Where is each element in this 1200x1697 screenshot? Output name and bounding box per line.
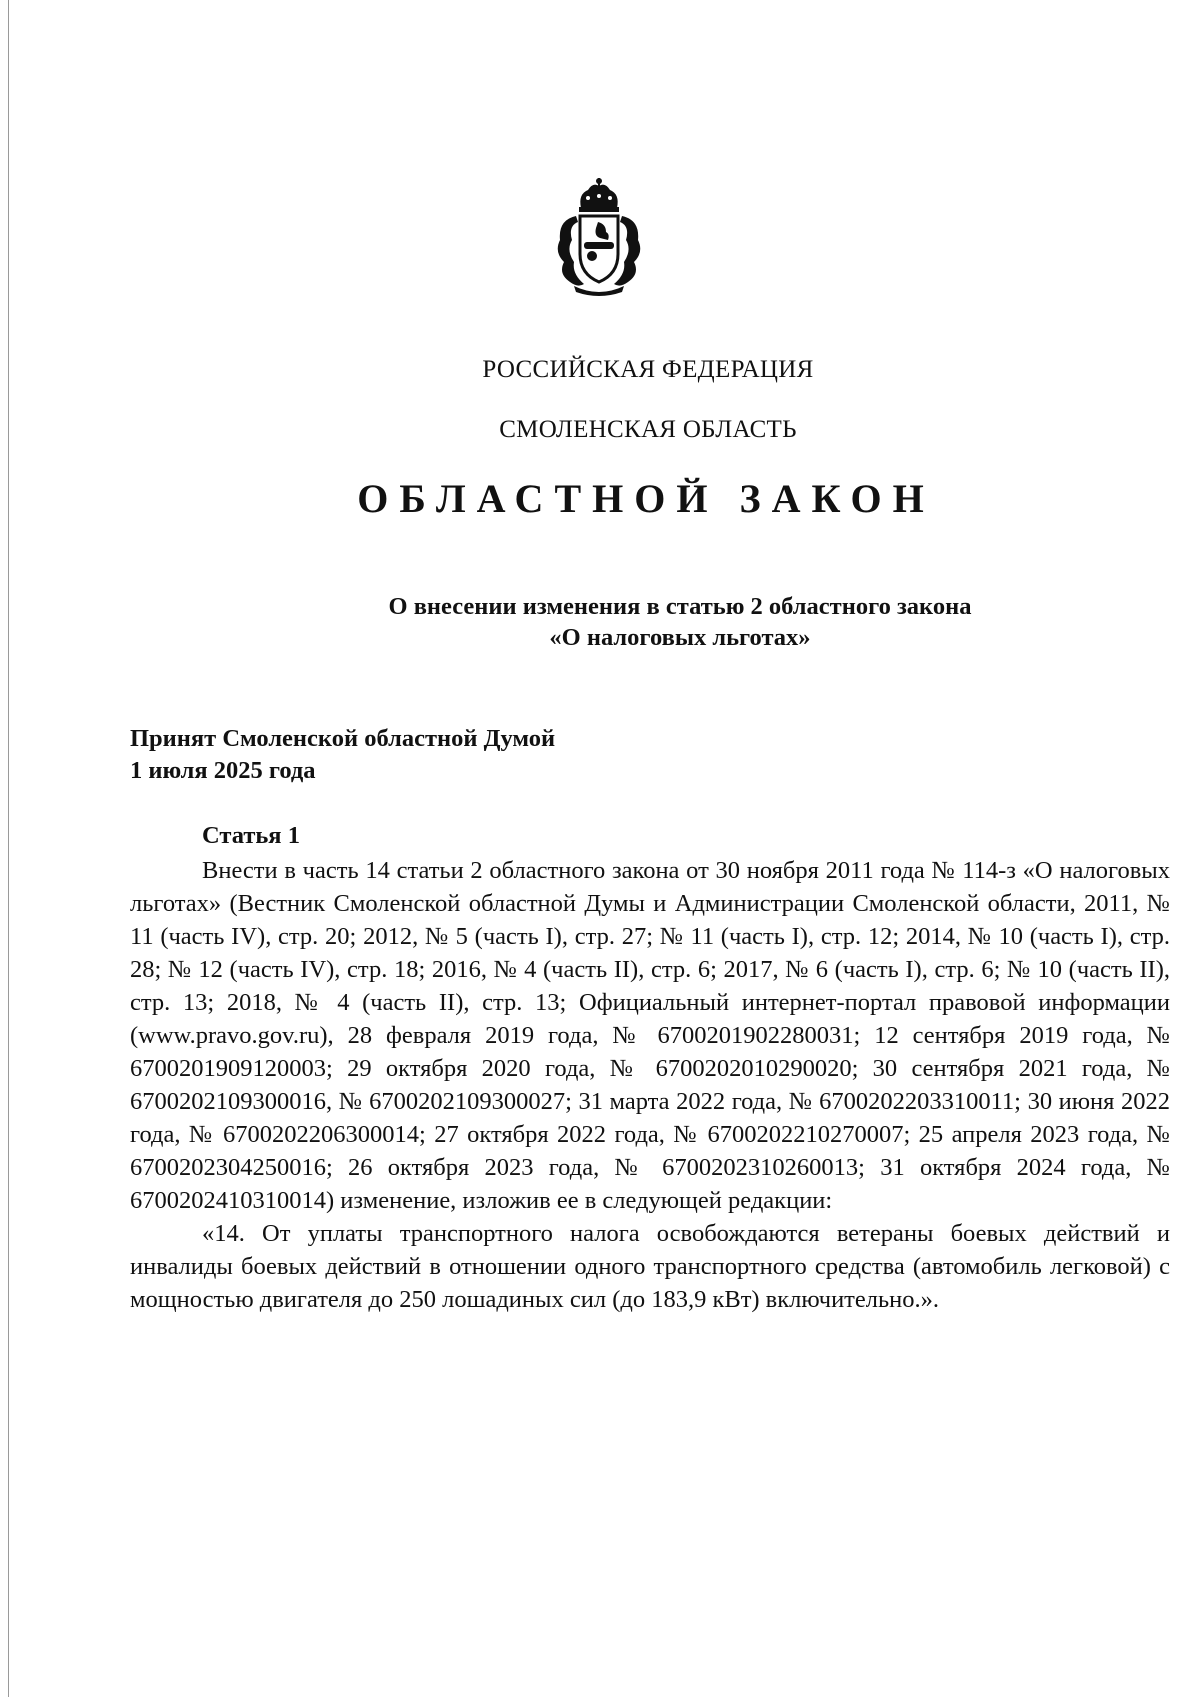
- document-type-heading: ОБЛАСТНОЙ ЗАКОН: [357, 476, 935, 521]
- country-heading: РОССИЙСКАЯ ФЕДЕРАЦИЯ: [482, 356, 814, 383]
- article-paragraph-1: Внести в часть 14 статьи 2 областного закона от 30 ноября 2011 года № 114-з «О налоговых льготах» (Вестник Смоленской областной Думы и Администрации Смоленской области, 2011, № 11 (часть IV), стр. 20; 2012, № 5 (часть I), стр. 27; № 11 (часть I), стр. 12; 2014, № 10 (часть I), стр. 28; № 12 (часть IV), стр. 18; 2016, № 4 (часть II), стр. 6; 2017, № 6 (часть I), стр. 6; № 10 (часть II), стр. 13; 2018, № 4 (часть II), стр. 13; Официальный интернет-портал правовой информации (www.pravo.gov.ru), 28 февраля 2019 года, № 6700201902280031; 12 сентября 2019 года, № 6700201909120003; 29 октября 2020 года, № 6700202010290020; 30 сентября 2021 года, № 6700202109300016, № 6700202109300027; 31 марта 2022 года, № 6700202203310011; 30 июня 2022 года, № 6700202206300014; 27 октября 2022 года, № 6700202210270007; 25 апреля 2023 года, № 6700202304250016; 26 октября 2023 года, № 6700202310260013; 31 октября 2024 года, № 6700202410310014) изменение, изложив ее в следующей редакции:: [130, 857, 1170, 1214]
- adoption-date: 1 июля 2025 года: [130, 757, 316, 784]
- smolensk-coat-of-arms-icon: [548, 178, 650, 298]
- law-title-line-2: «О налоговых льготах»: [549, 624, 811, 651]
- article-title: Статья 1: [202, 822, 300, 849]
- adoption-info: [130, 723, 555, 787]
- region-heading: СМОЛЕНСКАЯ ОБЛАСТЬ: [499, 416, 797, 443]
- article-body: [130, 854, 1170, 1316]
- scan-left-edge: [8, 0, 9, 1697]
- law-title-line-1: О внесении изменения в статью 2 областного закона: [388, 593, 972, 620]
- article-paragraph-2: «14. От уплаты транспортного налога освобождаются ветераны боевых действий и инвалиды боевых действий в отношении одного транспортного средства (автомобиль легковой) с мощностью двигателя до 250 лошадиных сил (до 183,9 кВт) включительно.».: [130, 1220, 1170, 1313]
- law-title: [330, 591, 1030, 653]
- adoption-body: Принят Смоленской областной Думой: [130, 725, 556, 752]
